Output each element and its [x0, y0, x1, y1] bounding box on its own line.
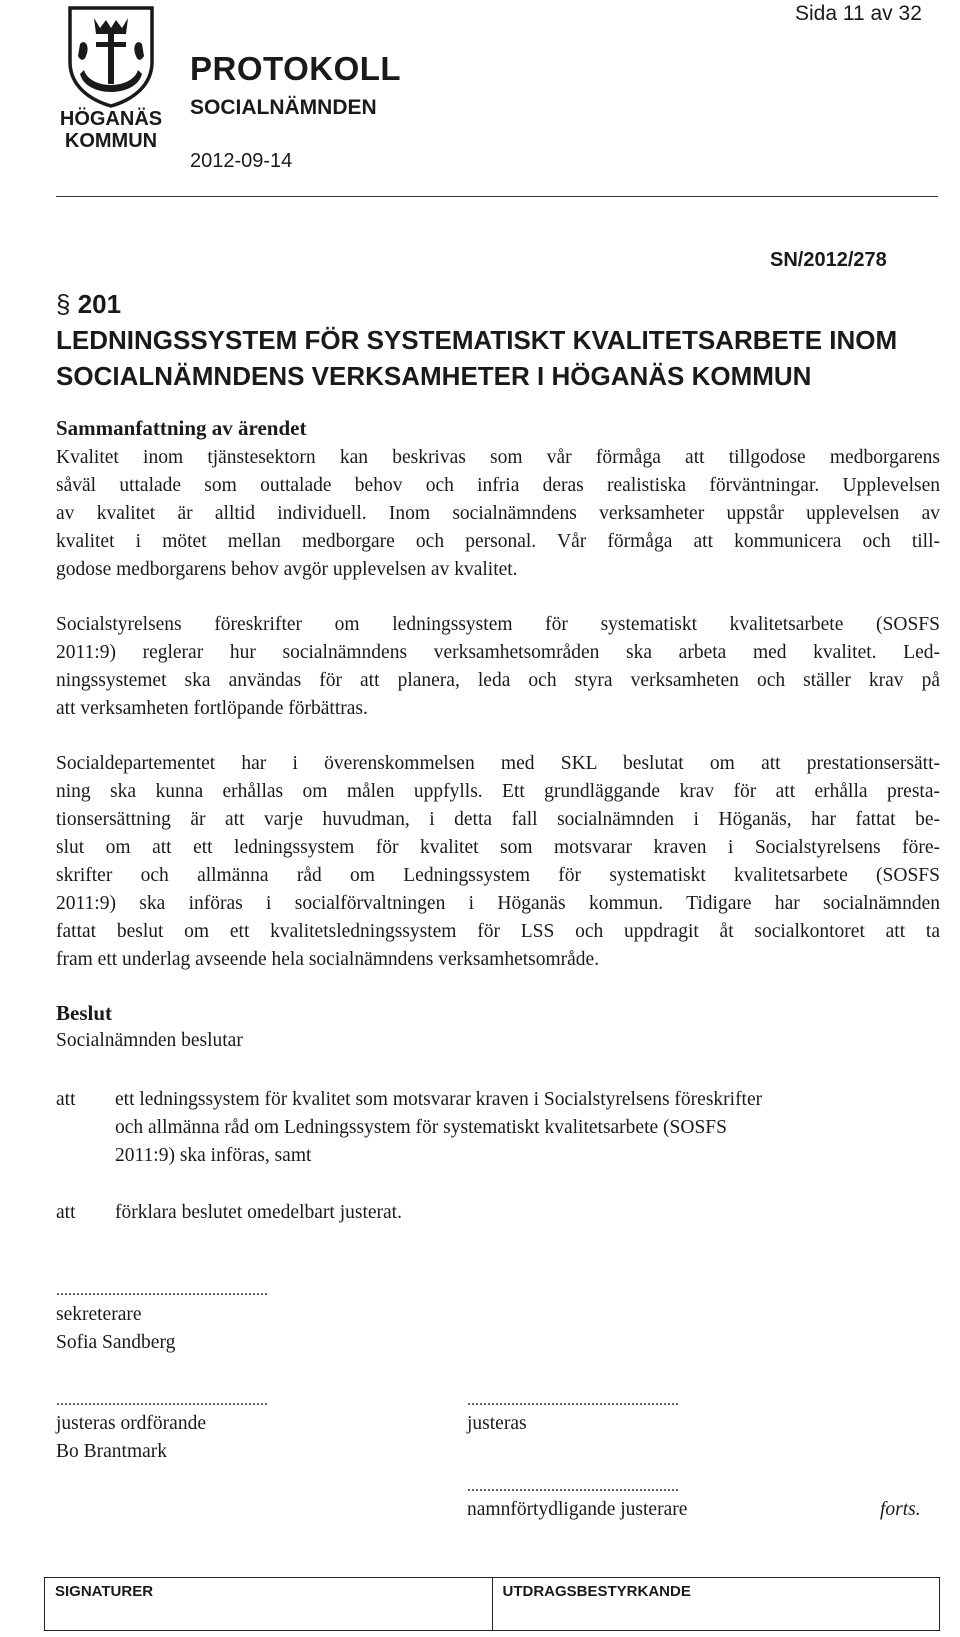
text-line: 2011:9) ska införas i socialförvaltningen i Höganäs kommun. Tidigare har socialnämnden [56, 893, 940, 914]
case-number: SN/2012/278 [770, 249, 887, 271]
decision-intro: Socialnämnden beslutar [56, 1030, 243, 1051]
continued-label: forts. [880, 1499, 921, 1520]
section-title-line: LEDNINGSSYSTEM FÖR SYSTEMATISKT KVALITETSARBETE INOM [56, 325, 898, 355]
regulation-paragraph [56, 611, 940, 723]
signature-line: ..................................................... [56, 1282, 268, 1299]
text-line: och allmänna råd om Ledningssystem för systematiskt kvalitetsarbete (SOSFS [115, 1117, 727, 1138]
text-line: 2011:9) ska införas, samt [115, 1145, 312, 1166]
summary-paragraph [56, 444, 940, 584]
decision-marker: att [56, 1202, 76, 1223]
text-line: Socialdepartementet har i överenskommelsen med SKL beslutat om att prestationsersätt- [56, 753, 940, 774]
text-line: av kvalitet är alltid individuell. Inom socialnämndens verksamheter uppstår upplevelsen av [56, 503, 940, 524]
secretary-role: sekreterare [56, 1304, 142, 1325]
decision-heading: Beslut [56, 1001, 113, 1025]
text-line: Socialstyrelsens föreskrifter om ledningssystem för systematiskt kvalitetsarbete (SOSFS [56, 614, 940, 635]
text-line: tionsersättning är att varje huvudman, i detta fall socialnämnden i Höganäs, har fattat be- [56, 809, 940, 830]
logo-name: HÖGANÄS [59, 108, 163, 130]
municipality-logo [56, 4, 166, 156]
secretary-name: Sofia Sandberg [56, 1332, 176, 1353]
section-number: 201 [77, 289, 122, 319]
signature-line: ..................................................... [467, 1478, 679, 1495]
chair-role: justeras ordförande [56, 1413, 206, 1434]
text-line: ett ledningssystem för kvalitet som motsvarar kraven i Socialstyrelsens föreskrifter [115, 1089, 763, 1110]
section-symbol: § [56, 289, 71, 319]
text-line: att verksamheten fortlöpande förbättras. [56, 698, 368, 719]
signatures-cell: SIGNATURER [55, 1583, 154, 1600]
committee-name: SOCIALNÄMNDEN [190, 96, 377, 119]
header-divider [56, 196, 938, 197]
meeting-date: 2012-09-14 [190, 150, 293, 172]
text-line: skrifter och allmänna råd om Ledningssystem för systematiskt kvalitetsarbete (SOSFS [56, 865, 940, 886]
decision-item [56, 1086, 940, 1176]
signature-line: ..................................................... [467, 1392, 679, 1409]
section-title-line: SOCIALNÄMNDENS VERKSAMHETER I HÖGANÄS KOMMUN [56, 361, 812, 391]
text-line: förklara beslutet omedelbart justerat. [115, 1202, 402, 1223]
text-line: fram ett underlag avseende hela socialnämndens verksamhetsområde. [56, 949, 600, 970]
coat-of-arms-icon [56, 4, 166, 108]
text-line: Kvalitet inom tjänstesektorn kan beskrivas som vår förmåga att tillgodose medborgarens [56, 447, 940, 468]
document-type: PROTOKOLL [190, 50, 402, 87]
decision-item [56, 1199, 940, 1229]
background-paragraph [56, 750, 940, 974]
text-line: kvalitet i mötet mellan medborgare och personal. Vår förmåga att kommunicera och till- [56, 531, 940, 552]
name-clarification-label: namnförtydligande justerare [467, 1499, 688, 1520]
certification-cell: UTDRAGSBESTYRKANDE [492, 1578, 940, 1630]
logo-subname: KOMMUN [64, 130, 158, 152]
page-indicator: Sida 11 av 32 [795, 2, 922, 25]
text-line: ning ska kunna erhållas om målen uppfylls. Ett grundläggande krav för att erhålla presta- [56, 781, 940, 802]
text-line: ningssystemet ska användas för att planera, leda och styra verksamheten och ställer krav på [56, 670, 940, 691]
text-line: godose medborgarens behov avgör upplevelsen av kvalitet. [56, 559, 518, 580]
decision-marker: att [56, 1089, 76, 1110]
section-heading [56, 286, 946, 394]
chair-name: Bo Brantmark [56, 1441, 168, 1462]
signature-line: ..................................................... [56, 1392, 268, 1409]
footer-table [44, 1577, 940, 1631]
adjuster-role: justeras [467, 1413, 527, 1434]
text-line: slut om att ett ledningssystem för kvalitet som motsvarar kraven i Socialstyrelsens före- [56, 837, 940, 858]
text-line: 2011:9) reglerar hur socialnämndens verksamhetsområden ska arbeta med kvalitet. Led- [56, 642, 940, 663]
text-line: såväl uttalade som outtalade behov och infria deras realistiska förväntningar. Upplevelsen [56, 475, 940, 496]
text-line: fattat beslut om ett kvalitetsledningssystem för LSS och uppdragit åt socialkontoret att ta [56, 921, 940, 942]
summary-heading: Sammanfattning av ärendet [56, 416, 307, 440]
